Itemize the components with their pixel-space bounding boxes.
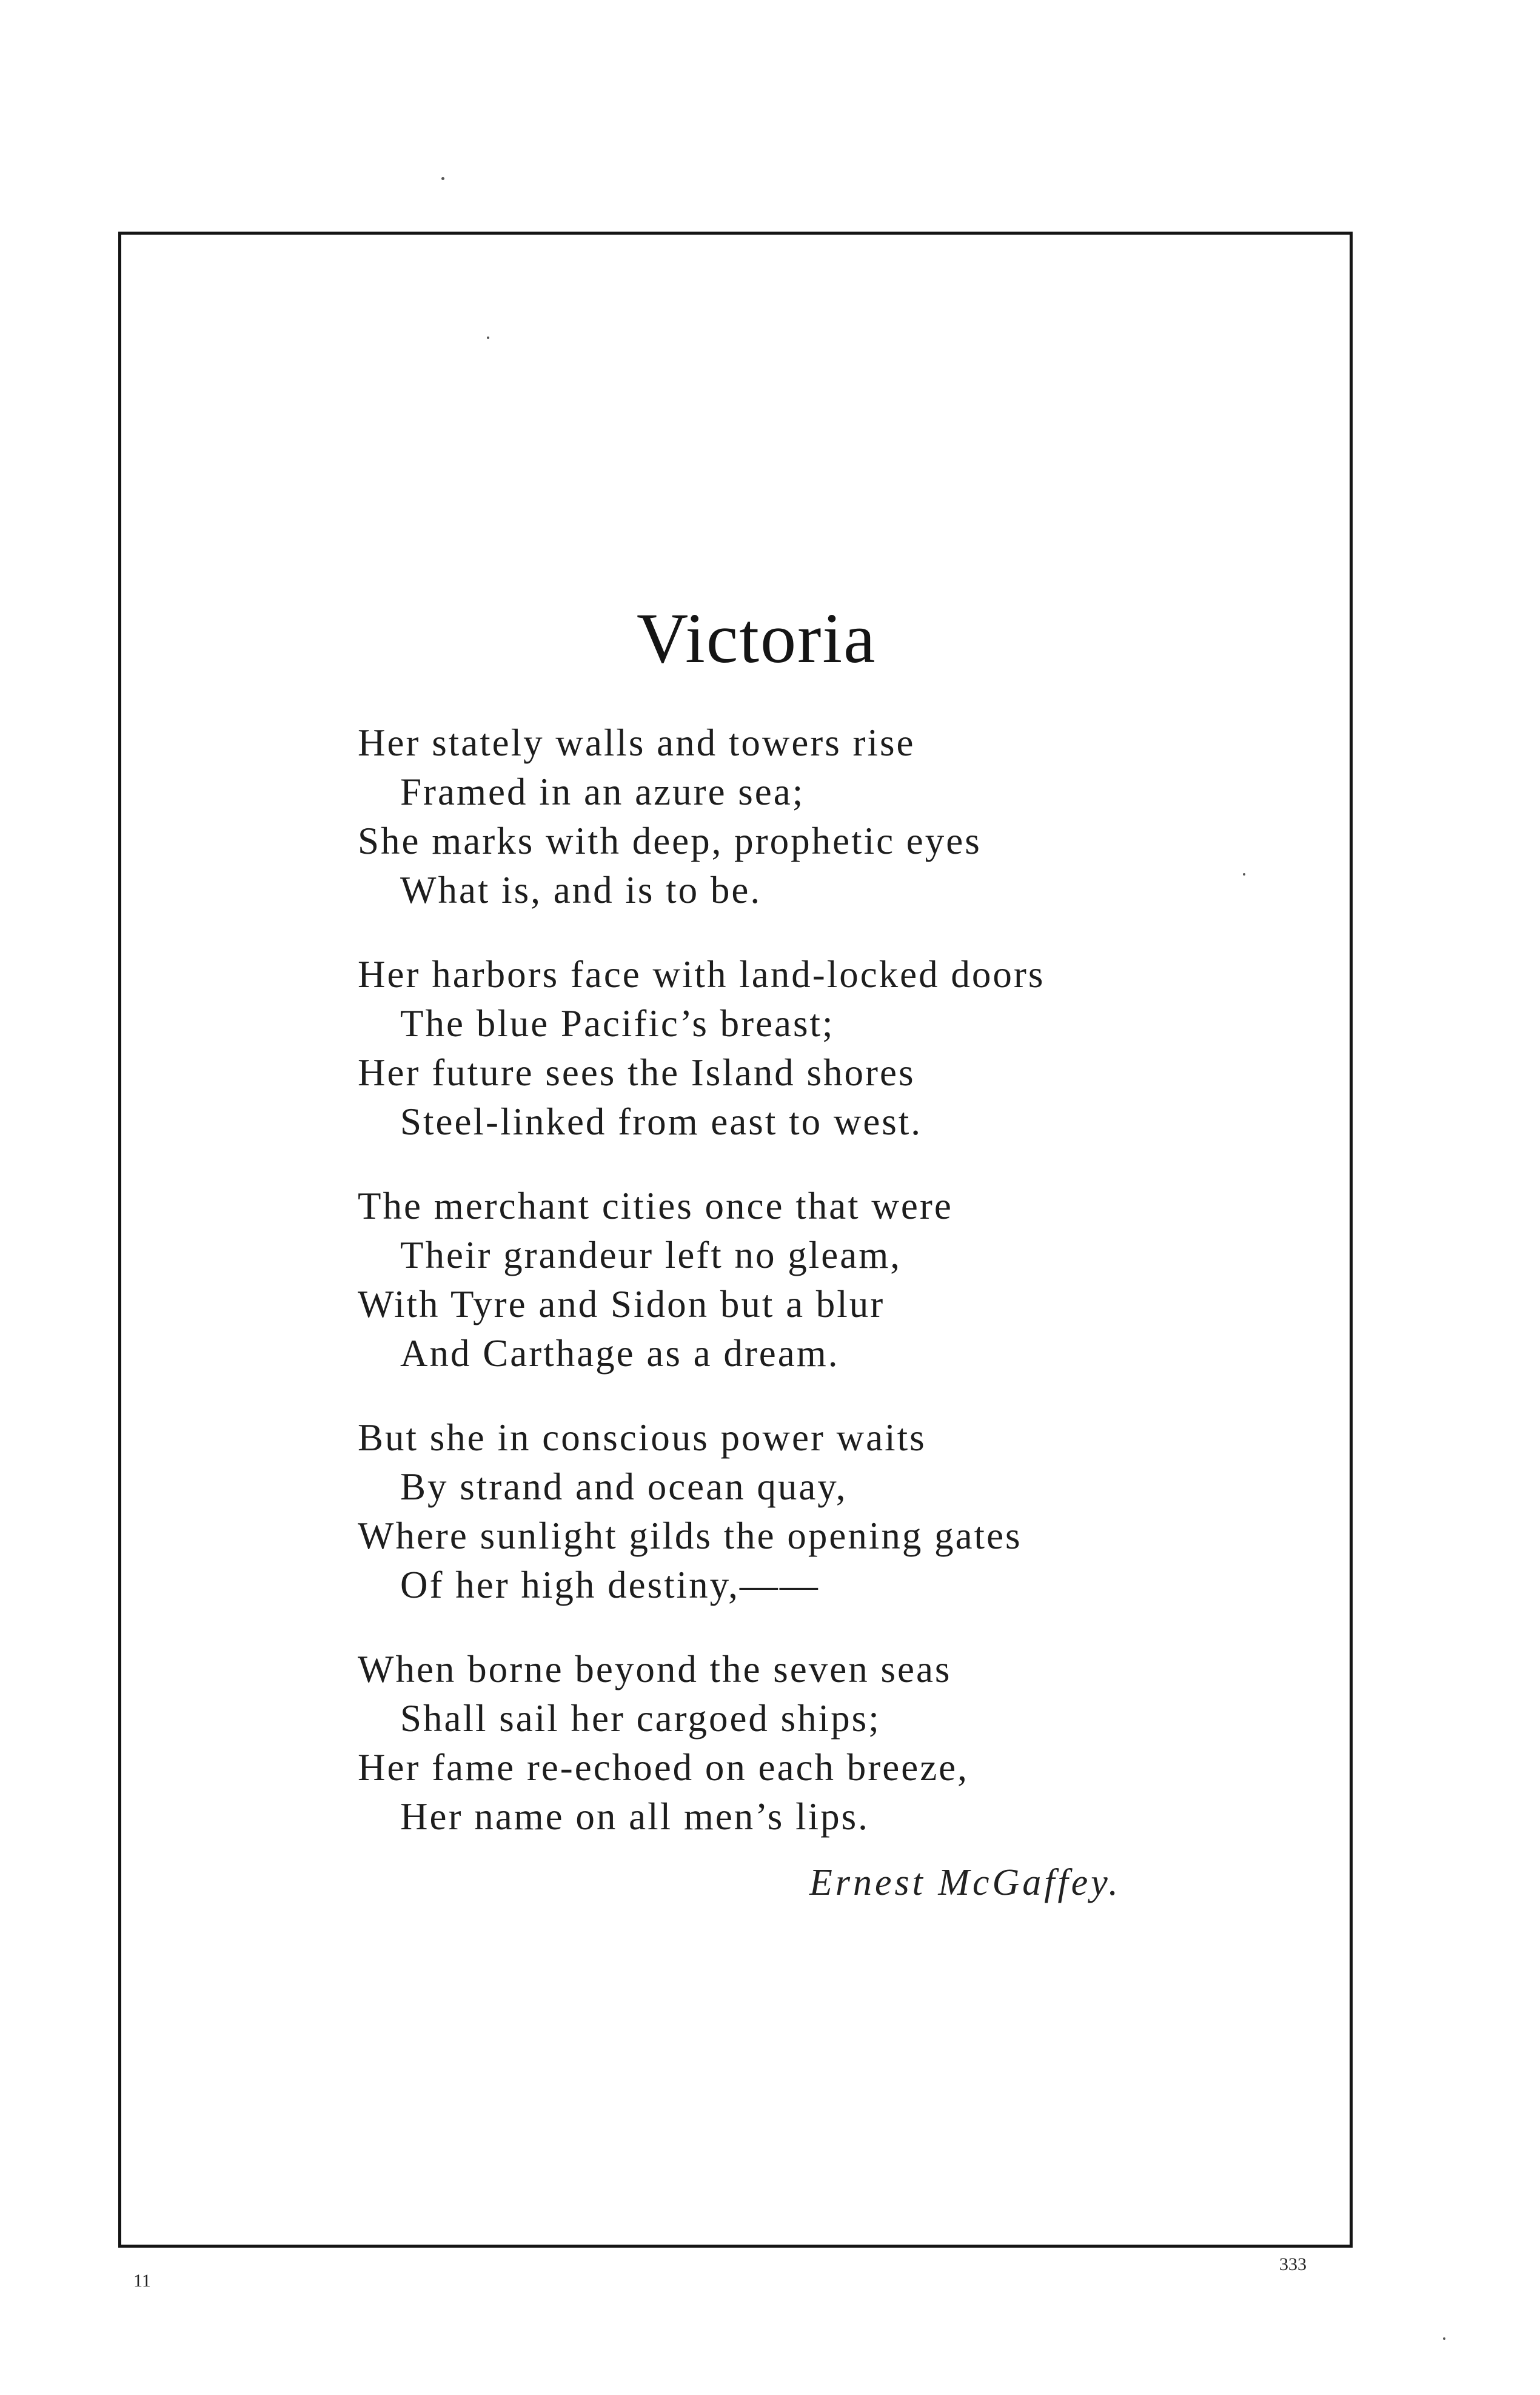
poem-line: She marks with deep, prophetic eyes xyxy=(358,820,982,862)
poem-line: Steel-linked from east to west. xyxy=(400,1100,923,1143)
ink-speck xyxy=(1443,2337,1445,2340)
poem-line: When borne beyond the seven seas xyxy=(358,1648,952,1690)
poem-line: The merchant cities once that were xyxy=(358,1185,953,1227)
poem-line: Her future sees the Island shores xyxy=(358,1051,916,1094)
poem-line: Where sunlight gilds the opening gates xyxy=(358,1515,1022,1557)
poem-line: Her name on all men’s lips. xyxy=(400,1795,869,1838)
poem-line: Her fame re-echoed on each breeze, xyxy=(358,1746,969,1789)
stanza xyxy=(358,1413,1267,1610)
stanza xyxy=(358,718,1267,915)
author-signature: Ernest McGaffey. xyxy=(809,1862,1121,1903)
poem-line: Framed in an azure sea; xyxy=(400,771,805,813)
poem-line: Her harbors face with land-locked doors xyxy=(358,953,1045,996)
poem-line: But she in conscious power waits xyxy=(358,1416,926,1459)
stanza xyxy=(358,1182,1267,1378)
poem-line: Of her high destiny,—— xyxy=(400,1564,820,1606)
poem-line: The blue Pacific’s breast; xyxy=(400,1002,835,1045)
poem-line: By strand and ocean quay, xyxy=(400,1465,848,1508)
signature-mark: 11 xyxy=(133,2271,151,2291)
poem-line: Their grandeur left no gleam, xyxy=(400,1234,902,1276)
poem-line: Her stately walls and towers rise xyxy=(358,722,916,764)
poem-body xyxy=(358,718,1267,1877)
stanza xyxy=(358,1645,1267,1841)
poem-line: Shall sail her cargoed ships; xyxy=(400,1697,881,1740)
ink-speck xyxy=(441,177,444,180)
poem-title: Victoria xyxy=(637,598,877,678)
poem-line: And Carthage as a dream. xyxy=(400,1332,840,1375)
stanza xyxy=(358,950,1267,1147)
ink-speck xyxy=(487,337,489,339)
page-number: 333 xyxy=(1279,2254,1307,2274)
poem-line: With Tyre and Sidon but a blur xyxy=(358,1283,885,1325)
poem-line: What is, and is to be. xyxy=(400,869,762,911)
